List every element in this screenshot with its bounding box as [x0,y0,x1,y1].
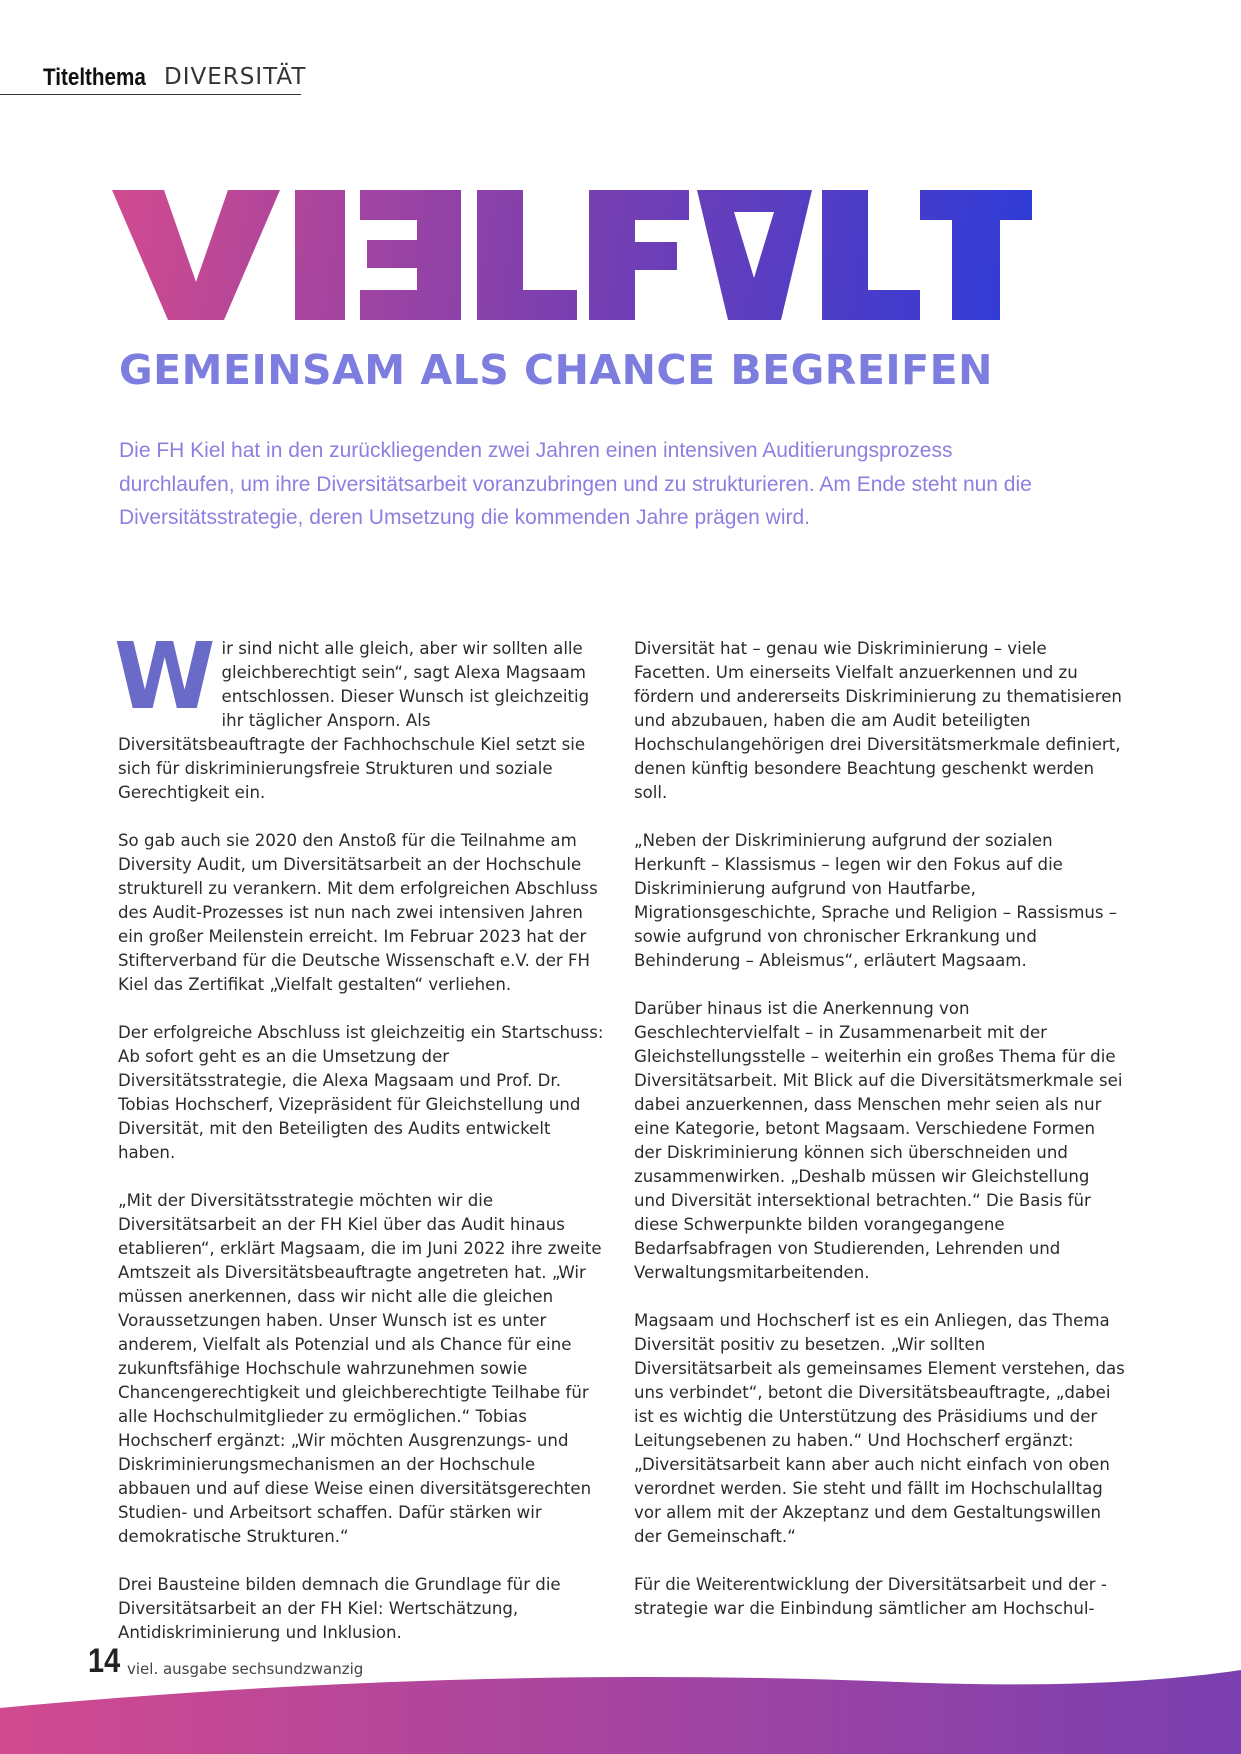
paragraph: Der erfolgreiche Abschluss ist gleichzeitig ein Startschuss: Ab sofort geht es an die Umsetzung der Diversitätsstrategie, die Alexa Magsaam und Prof. Dr. Tobias Hochscherf, Vizepräsident für Gleichstellung und Diversität, mit den Beteiligten des Audits entwickelt haben. [118,1023,604,1162]
letter-v [112,190,280,320]
paragraph: „Neben der Diskriminierung aufgrund der sozialen Herkunft – Klassismus – legen wir den Fokus auf die Diskriminierung aufgrund von Hautfarbe, Migrationsgeschichte, Sprache und Religion – Rassismus – sowie aufgrund von chronischer Erkrankung und Behinderung – Ableismus“, erläutert Magsaam. [634,831,1118,970]
paragraph: Für die Weiterentwicklung der Diversitätsarbeit und der -strategie war die Einbindung sämtlicher am Hochschul- [634,1575,1107,1618]
lead-paragraph: Die FH Kiel hat in den zurückliegenden zwei Jahren einen intensiven Auditierungsprozess durchlaufen, um ihre Diversitätsarbeit voranzubringen und zu strukturieren. Am Ende steht nun die Diversitätsstrategie, deren Umsetzung die kommenden Jahre prägen wird. [119,439,1032,529]
paragraph: „Mit der Diversitätsstrategie möchten wir die Diversitätsarbeit an der FH Kiel über das Audit hinaus etablieren“, erklärt Magsaam, die im Juni 2022 ihre zweite Amtszeit als Diversitätsbeauftragte angetreten hat. „Wir müssen anerkennen, dass wir nicht alle die gleichen Voraussetzungen haben. Unser Wunsch ist es unter anderem, Vielfalt als Potenzial und als Chance für eine zukunftsfähige Hochschule wahrzunehmen sowie Chancengerechtigkeit und gleichberechtigte Teilhabe für alle Hochschulmitglieder zu ermöglichen.“ Tobias Hochscherf ergänzt: „Wir möchten Ausgrenzungs- und Diskriminierungsmechanismen an der Hochschule abbauen und auf diese Weise einen diversitätsgerechten Studien- und Arbeitsort schaffen. Dafür stärken wir demokratische Strukturen.“ [118,1191,602,1546]
body-column-right [634,637,1126,1645]
letter-f [589,190,689,320]
title-wordmark [112,190,1032,325]
paragraph: Diversität hat – genau wie Diskriminierung – viele Facetten. Um einerseits Vielfalt anzuerkennen und zu fördern und andererseits Diskriminierung zu thematisieren und abzubauen, haben die am Audit beteiligten Hochschulangehörigen drei Diversitätsmerkmale definiert, denen künftig besondere Beachtung geschenkt werden soll. [634,639,1122,802]
section-label: Titelthema [43,64,146,91]
paragraph: Drei Bausteine bilden demnach die Grundlage für die Diversitätsarbeit an der FH Kiel: Wertschätzung, Antidiskriminierung und Inklusion. [118,1575,561,1642]
letter-a-inverted [697,190,812,320]
letter-l-2 [822,190,920,320]
paragraph: Magsaam und Hochscherf ist es ein Anliegen, das Thema Diversität positiv zu besetzen. „Wir sollten Diversitätsarbeit als gemeinsames Element verstehen, das uns verbindet“, betont die Diversitätsbeauftragte, „dabei ist es wichtig die Unterstützung des Präsidiums und der Leitungsebenen zu haben.“ Und Hochscherf ergänzt: „Diversitätsarbeit kann aber auch nicht einfach von oben verordnet werden. Sie steht und fällt im Hochschulalltag vor allem mit der Akzeptanz und dem Gestaltungswillen der Gemeinschaft.“ [634,1311,1125,1546]
paragraph: Darüber hinaus ist die Anerkennung von Geschlechtervielfalt – in Zusammenarbeit mit der Gleichstellungsstelle – weiterhin ein großes Thema für die Diversitätsarbeit. Mit Blick auf die Diversitätsmerkmale sei dabei anzuerkennen, dass Menschen mehr seien als nur eine Kategorie, betont Magsaam. Verschiedene Formen der Diskriminierung können sich überschneiden und zusammenwirken. „Deshalb müssen wir Gleichstellung und Diversität intersektional betrachten.“ Die Basis für diese Schwerpunkte bilden vorangegangene Bedarfsabfragen von Studierenden, Lehrenden und Verwaltungsmitarbeitenden. [634,999,1123,1282]
running-head [0,62,307,95]
body-column-left [114,623,608,1669]
topic-label: DIVERSITÄT [164,64,307,90]
subtitle: GEMEINSAM ALS CHANCE BEGREIFEN [119,346,993,394]
letter-i [295,190,345,320]
paragraph: Wir sind nicht alle gleich, aber wir sollten alle gleichberechtigt sein“, sagt Alexa Magsaam entschlossen. Dieser Wunsch ist gleichzeitig ihr täglicher Ansporn. Als Diversitätsbeauftragte der Fachhochschule Kiel setzt sie sich für diskriminierungsfreie Strukturen und soziale Gerechtigkeit ein. [114,623,590,802]
page-number: 14 [88,1642,121,1680]
letter-l [477,190,577,320]
letter-t [920,190,1032,320]
publication-name: viel. ausgabe sechsundzwanzig [127,1660,364,1678]
paragraph: So gab auch sie 2020 den Anstoß für die Teilnahme am Diversity Audit, um Diversitätsarbeit an der Hochschule strukturell zu verankern. Mit dem erfolgreichen Abschluss des Audit-Prozesses ist nun nach zwei intensiven Jahren ein großer Meilenstein erreicht. Im Februar 2023 hat der Stifterverband für die Deutsche Wissenschaft e.V. der FH Kiel das Zertifikat „Vielfalt gestalten“ verliehen. [118,831,598,994]
drop-cap: W [114,623,216,730]
letter-e-mirrored [360,190,461,320]
